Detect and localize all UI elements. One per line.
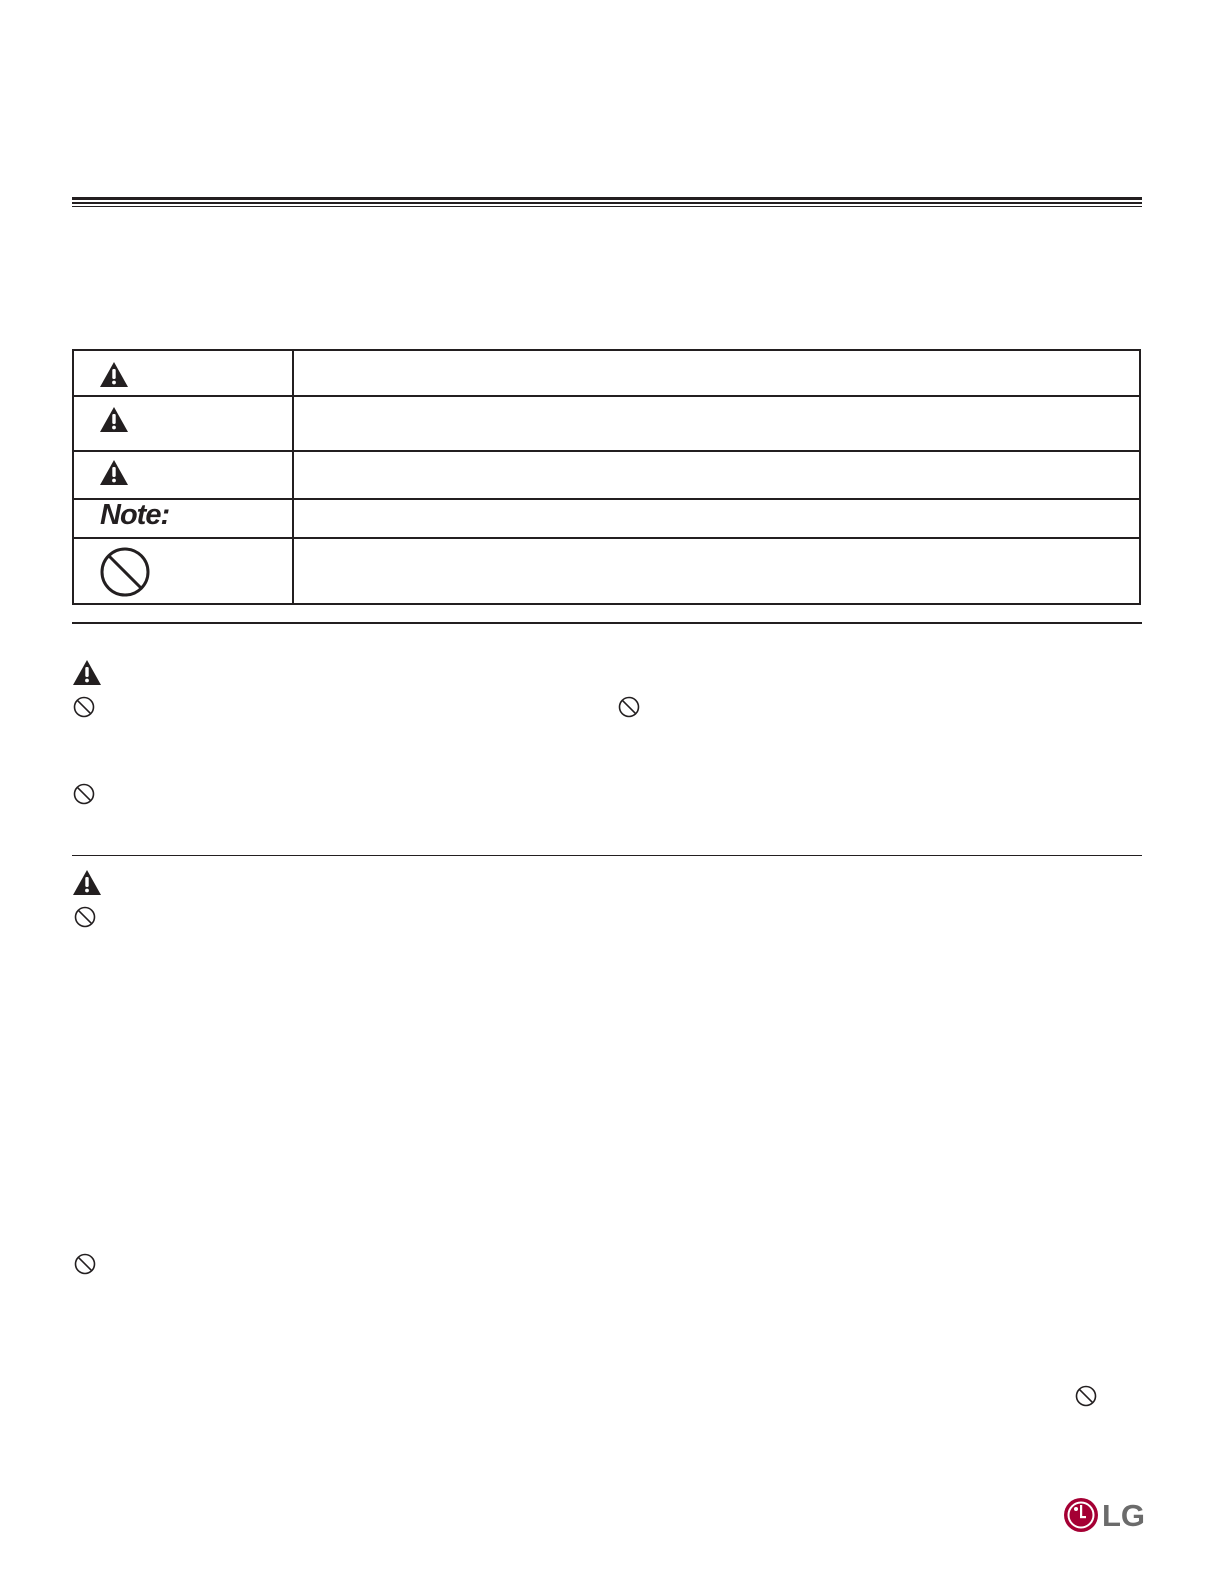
lg-logo <box>1063 1497 1146 1537</box>
header-rule-middle <box>72 202 1142 204</box>
lg-face-icon <box>1063 1497 1099 1533</box>
header-rule-top <box>72 197 1142 200</box>
header-rule-bottom <box>72 206 1142 207</box>
warning-triangle-icon <box>99 406 129 433</box>
prohibition-icon <box>73 783 95 805</box>
warning-triangle-icon <box>99 459 129 486</box>
prohibition-icon <box>1075 1385 1097 1407</box>
table-row-divider <box>74 537 1139 539</box>
prohibition-icon <box>99 546 151 598</box>
note-label: Note: <box>100 499 170 531</box>
warning-triangle-icon <box>99 361 129 388</box>
warning-triangle-icon <box>72 869 102 896</box>
safety-symbol-table <box>72 349 1141 605</box>
prohibition-icon <box>73 696 95 718</box>
section-divider <box>72 622 1142 624</box>
lg-wordmark: LG <box>1102 1498 1146 1533</box>
section-divider <box>72 855 1142 856</box>
table-row-divider <box>74 395 1139 397</box>
warning-triangle-icon <box>72 659 102 686</box>
prohibition-icon <box>74 906 96 928</box>
table-column-divider <box>292 351 294 603</box>
prohibition-icon <box>74 1253 96 1275</box>
prohibition-icon <box>618 696 640 718</box>
table-row-divider <box>74 450 1139 452</box>
table-row-divider <box>74 498 1139 500</box>
